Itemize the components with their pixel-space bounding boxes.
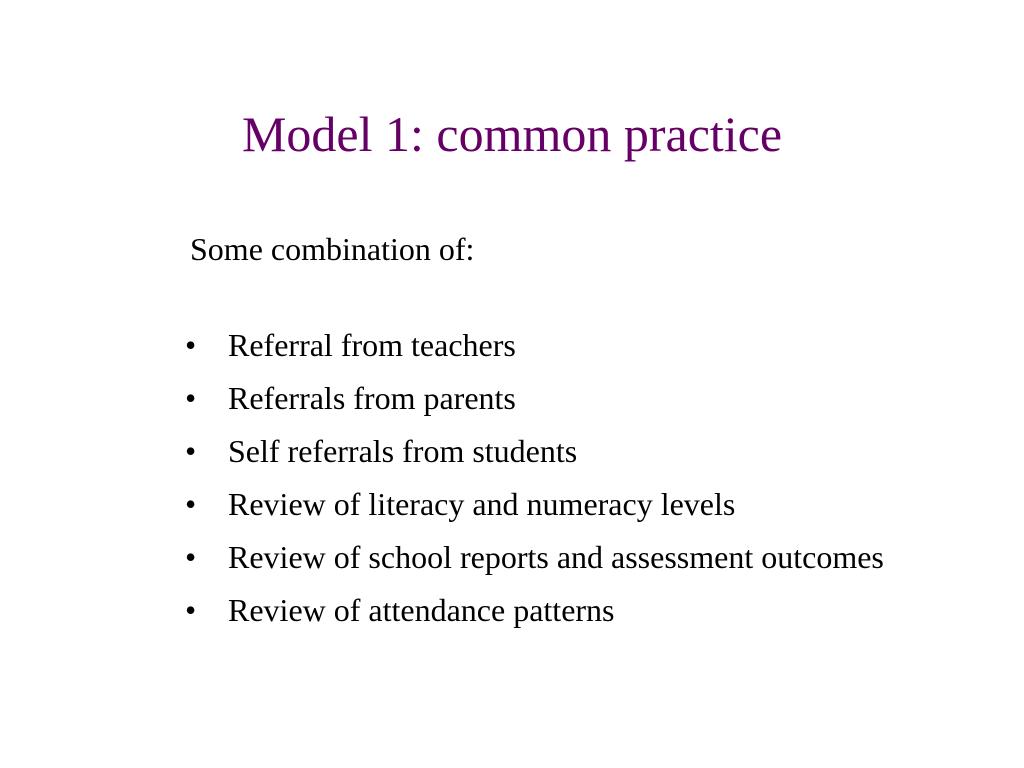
bullet-item (185, 485, 905, 523)
bullet-dot-icon: • (185, 486, 197, 522)
slide-title: Model 1: common practice (241, 106, 783, 162)
bullet-text: Review of literacy and numeracy levels (228, 486, 736, 522)
bullet-item (185, 591, 905, 629)
bullet-text: Review of school reports and assessment outcomes (228, 539, 884, 575)
bullet-item (185, 326, 905, 364)
bullet-text: Review of attendance patterns (228, 592, 615, 628)
intro-text: Some combination of: (190, 231, 475, 267)
bullet-text: Referrals from parents (228, 380, 516, 416)
bullet-dot-icon: • (185, 592, 197, 628)
bullet-list (185, 326, 905, 644)
bullet-text: Referral from teachers (228, 327, 516, 363)
bullet-text: Self referrals from students (228, 433, 578, 469)
bullet-dot-icon: • (185, 327, 197, 363)
bullet-item (185, 379, 905, 417)
bullet-dot-icon: • (185, 380, 197, 416)
bullet-item (185, 538, 905, 576)
bullet-dot-icon: • (185, 539, 197, 575)
bullet-item (185, 432, 905, 470)
bullet-dot-icon: • (185, 433, 197, 469)
